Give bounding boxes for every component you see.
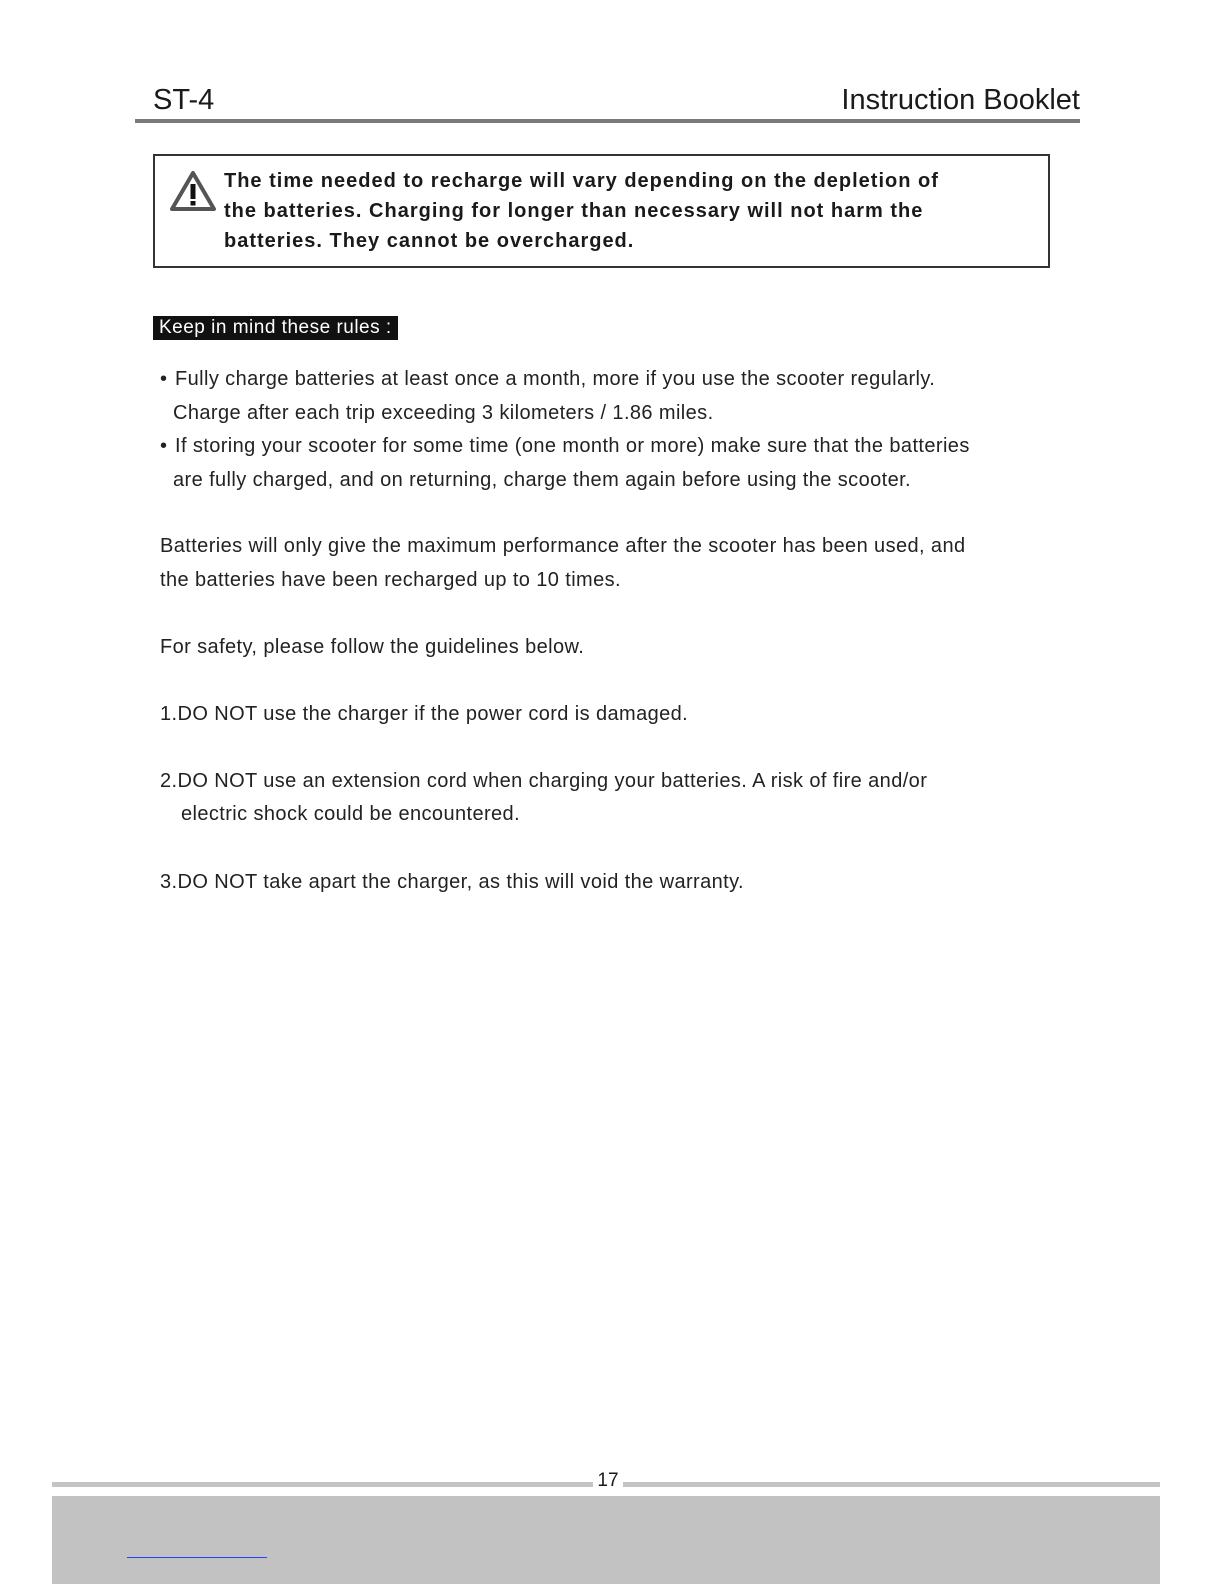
warning-line: The time needed to recharge will vary depending on the depletion of bbox=[224, 170, 939, 192]
document-model: ST-4 bbox=[153, 84, 215, 116]
bullet-icon: • bbox=[160, 368, 168, 390]
guideline-item-1: 1.DO NOT use the charger if the power cord is damaged. bbox=[160, 703, 689, 725]
warning-line: batteries. They cannot be overcharged. bbox=[224, 230, 635, 252]
footer-band bbox=[52, 1496, 1160, 1584]
footer-divider bbox=[623, 1482, 1160, 1487]
guideline-item-2-continuation: electric shock could be encountered. bbox=[181, 803, 521, 825]
guideline-item-3: 3.DO NOT take apart the charger, as this will void the warranty. bbox=[160, 871, 744, 893]
rule-continuation: are fully charged, and on returning, charge them again before using the scooter. bbox=[173, 469, 912, 491]
rule-text: If storing your scooter for some time (one month or more) make sure that the batteries bbox=[175, 435, 970, 457]
footer-link-underline[interactable] bbox=[127, 1557, 267, 1558]
rule-text: Fully charge batteries at least once a month, more if you use the scooter regularly. bbox=[175, 368, 936, 390]
warning-triangle-icon bbox=[169, 170, 217, 212]
rule-bullet-2 bbox=[160, 429, 970, 463]
rules-heading: Keep in mind these rules : bbox=[153, 316, 398, 340]
header-divider bbox=[135, 119, 1080, 123]
document-title: Instruction Booklet bbox=[841, 84, 1080, 116]
performance-paragraph-line: Batteries will only give the maximum performance after the scooter has been used, and bbox=[160, 535, 966, 557]
performance-paragraph-line: the batteries have been recharged up to 10 times. bbox=[160, 569, 621, 591]
safety-intro: For safety, please follow the guidelines below. bbox=[160, 636, 585, 658]
rule-bullet-1 bbox=[160, 362, 935, 396]
guideline-item-2: 2.DO NOT use an extension cord when charging your batteries. A risk of fire and/or bbox=[160, 770, 928, 792]
footer-divider bbox=[52, 1482, 593, 1487]
warning-text bbox=[224, 166, 1034, 256]
warning-box bbox=[153, 154, 1050, 268]
page-number: 17 bbox=[597, 1470, 619, 1491]
warning-line: the batteries. Charging for longer than necessary will not harm the bbox=[224, 200, 924, 222]
bullet-icon: • bbox=[160, 435, 168, 457]
rule-continuation: Charge after each trip exceeding 3 kilometers / 1.86 miles. bbox=[173, 402, 714, 424]
